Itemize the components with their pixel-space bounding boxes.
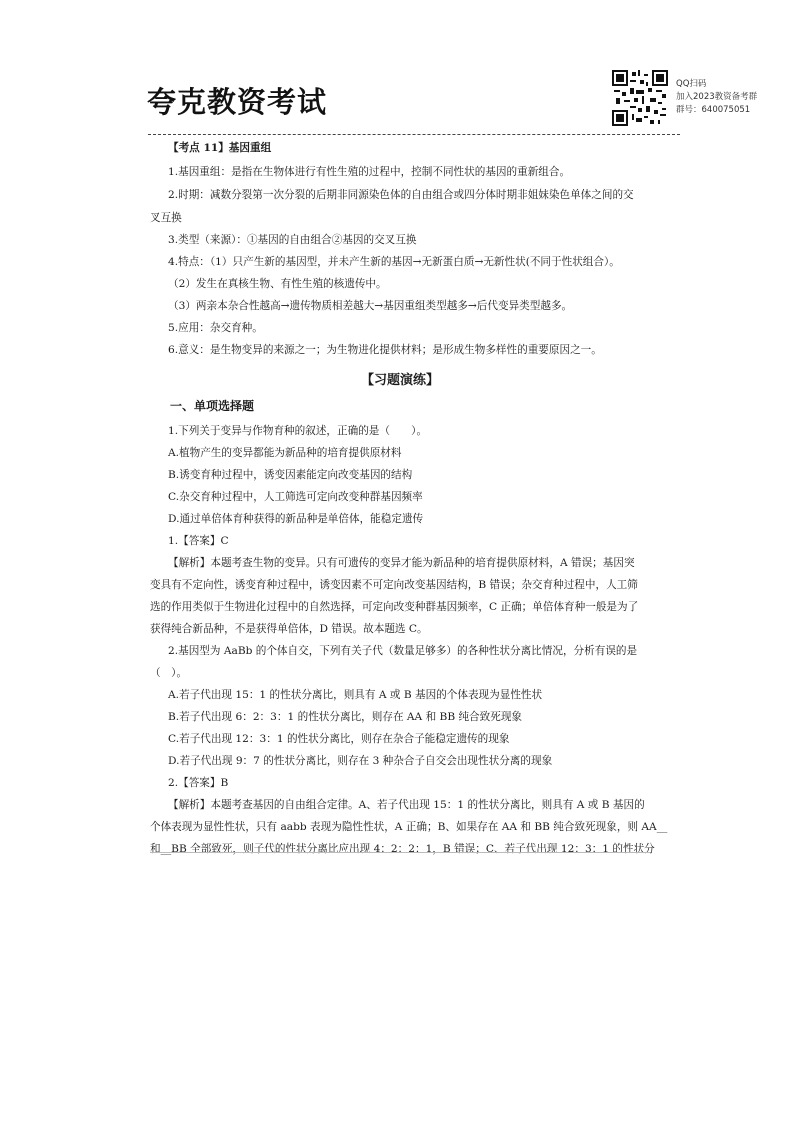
analysis-line: 变具有不定向性，诱变育种过程中，诱变因素不可定向改变基因结构，B 错误；杂交育种过程中，人工筛 (150, 579, 638, 591)
question-option: A.若子代出现 15：1 的性状分离比，则具有 A 或 B 基因的个体表现为显性性状 (168, 689, 543, 701)
question-option: B.若子代出现 6：2：3：1 的性状分离比，则存在 AA 和 BB 纯合致死现象 (168, 711, 523, 723)
section-title: 【考点 11】基因重组 (168, 142, 272, 154)
section-item: （3）两亲本杂合性越高→遗传物质相差越大→基因重组类型越多→后代变异类型越多。 (168, 300, 573, 312)
section-item: 叉互换 (150, 212, 182, 224)
question-option: A.植物产生的变异都能为新品种的培育提供原材料 (168, 447, 402, 459)
section-item: 6.意义：是生物变异的来源之一；为生物进化提供材料；是形成生物多样性的重要原因之一。 (168, 344, 602, 356)
section-item: 5.应用：杂交育种。 (168, 322, 263, 334)
brand-logo: 夸克教资考试 (147, 85, 328, 119)
question-stem: （ ）。 (150, 667, 188, 679)
qr-caption-line: 群号：640075051 (676, 105, 751, 115)
section-item: （2）发生在真核生物、有性生殖的核遗传中。 (168, 278, 387, 290)
section-item: 2.时期：减数分裂第一次分裂的后期非同源染色体的自由组合或四分体时期非姐妹染色单体之间的交 (168, 189, 634, 201)
analysis-line: 获得纯合新品种，不是获得单倍体，D 错误。故本题选 C。 (150, 623, 428, 635)
analysis-line: 个体表现为显性性状，只有 aabb 表现为隐性性状，A 正确；B、如果存在 AA 和 BB 纯合致死现象，则 AA__ (150, 821, 668, 833)
question-stem: 1.下列关于变异与作物育种的叙述，正确的是（ ）。 (168, 425, 428, 437)
question-option: D.若子代出现 9：7 的性状分离比，则存在 3 种杂合子自交会出现性状分离的现象 (168, 755, 553, 767)
qr-caption (676, 78, 757, 117)
section-item: 3.类型（来源）：①基因的自由组合②基因的交叉互换 (168, 234, 417, 246)
analysis-line: 【解析】本题考查基因的自由组合定律。A、若子代出现 15：1 的性状分离比，则具有 A 或 B 基因的 (168, 799, 645, 811)
qr-code[interactable] (612, 70, 668, 126)
question-option: B.诱变育种过程中，诱变因素能定向改变基因的结构 (168, 469, 413, 481)
exercise-subtitle: 一、单项选择题 (170, 399, 255, 413)
section-item: 1.基因重组：是指在生物体进行有性生殖的过程中，控制不同性状的基因的重新组合。 (168, 166, 571, 178)
exercise-title: 【习题演练】 (360, 373, 439, 388)
header-divider (148, 134, 680, 135)
analysis-line: 和__BB 全部致死，则子代的性状分离比应出现 4：2：2：1，B 错误；C、若子代出现 12：3：1 的性状分 (150, 843, 655, 855)
analysis-line: 选的作用类似于生物进化过程中的自然选择，可定向改变种群基因频率，C 正确；单倍体育种一般是为了 (150, 601, 639, 613)
answer-label: 1.【答案】C (168, 535, 229, 547)
answer-label: 2.【答案】B (168, 777, 229, 789)
section-item: 4.特点：（1）只产生新的基因型，并未产生新的基因→无新蛋白质→无新性状(不同于性状组合）。 (168, 256, 620, 268)
page-bottom-rule (150, 852, 650, 853)
question-stem: 2.基因型为 AaBb 的个体自交，下列有关子代（数量足够多）的各种性状分离比情况，分析有误的是 (168, 645, 638, 657)
analysis-line: 【解析】本题考查生物的变异。只有可遗传的变异才能为新品种的培育提供原材料，A 错误；基因突 (168, 557, 635, 569)
qr-caption-line: QQ扫码 (676, 79, 707, 89)
qr-caption-line: 加入2023教资备考群 (676, 92, 758, 102)
question-option: C.杂交育种过程中，人工筛选可定向改变种群基因频率 (168, 491, 423, 503)
question-option: C.若子代出现 12：3：1 的性状分离比，则存在杂合子能稳定遗传的现象 (168, 733, 510, 745)
question-option: D.通过单倍体育种获得的新品种是单倍体，能稳定遗传 (168, 513, 424, 525)
